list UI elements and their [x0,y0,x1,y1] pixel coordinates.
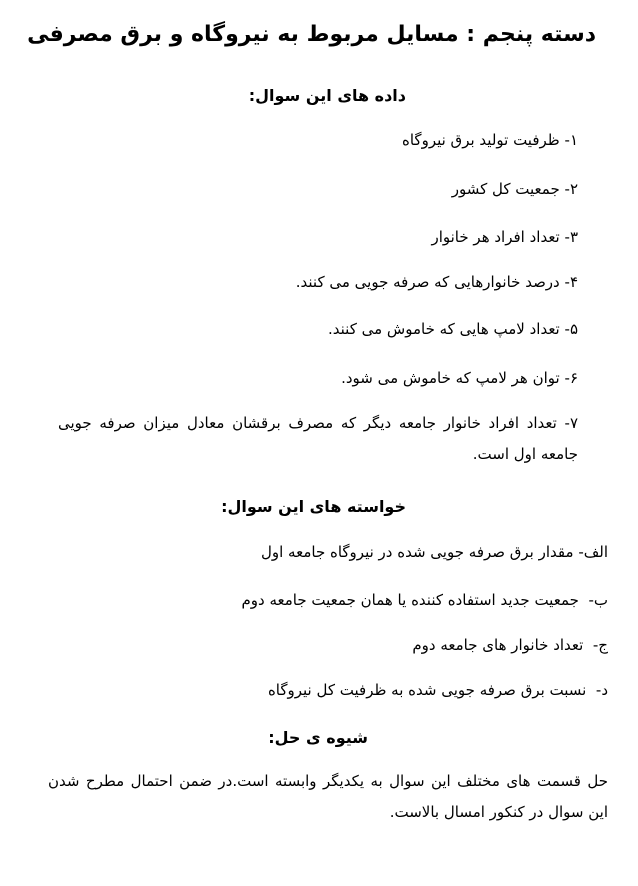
wanted-item-c [412,636,608,654]
solution-text: حل قسمت های مختلف این سوال به یکدیگر وابسته است.در ضمن احتمال مطرح شدن این سوال در کنکور امسال بالاست. [48,772,608,821]
solution-heading: شیوه ی حل: [268,728,368,747]
given-item-number: ۳- [564,228,578,246]
given-item-number: ۷- [564,414,578,432]
wanted-heading: خواسته های این سوال: [221,497,406,516]
given-item-number: ۲- [564,180,578,198]
wanted-item-label: د- [595,681,608,699]
given-item-text: تعداد افراد خانوار جامعه دیگر که مصرف برقشان معادل میزان صرفه جویی جامعه اول است. [58,414,578,463]
wanted-item-text: جمعیت جدید استفاده کننده یا همان جمعیت جامعه دوم [241,591,579,609]
given-item-number: ۴- [564,273,578,291]
given-item-5 [328,320,578,338]
wanted-item-text: مقدار برق صرفه جویی شده در نیروگاه جامعه اول [260,543,574,561]
given-item-4 [296,273,578,291]
given-item-text: ظرفیت تولید برق نیروگاه [402,131,560,149]
given-item-number: ۵- [564,320,578,338]
given-item-1 [402,131,578,149]
given-item-text: تعداد لامپ هایی که خاموش می کنند. [328,320,560,338]
given-item-number: ۱- [564,131,578,149]
given-item-text: تعداد افراد هر خانوار [431,228,560,246]
given-item-2 [452,180,578,198]
given-item-6 [341,369,578,387]
given-item-text: توان هر لامپ که خاموش می شود. [341,369,560,387]
given-item-text: درصد خانوارهایی که صرفه جویی می کنند. [295,273,560,291]
wanted-item-label: الف- [578,543,608,561]
given-item-number: ۶- [564,369,578,387]
wanted-item-d [268,681,608,699]
wanted-item-text: تعداد خانوار های جامعه دوم [412,636,584,654]
wanted-item-label: ج- [592,636,608,654]
given-heading: داده های این سوال: [248,86,406,105]
given-item-text: جمعیت کل کشور [451,180,560,198]
wanted-item-text: نسبت برق صرفه جویی شده به ظرفیت کل نیروگاه [267,681,587,699]
wanted-item-label: ب- [588,591,608,609]
wanted-item-b [242,591,608,609]
given-item-3 [431,228,578,246]
page-title: دسته پنجم : مسایل مربوط به نیروگاه و برق مصرفی [27,22,596,47]
wanted-item-a [261,543,608,561]
given-item-7 [58,408,578,470]
